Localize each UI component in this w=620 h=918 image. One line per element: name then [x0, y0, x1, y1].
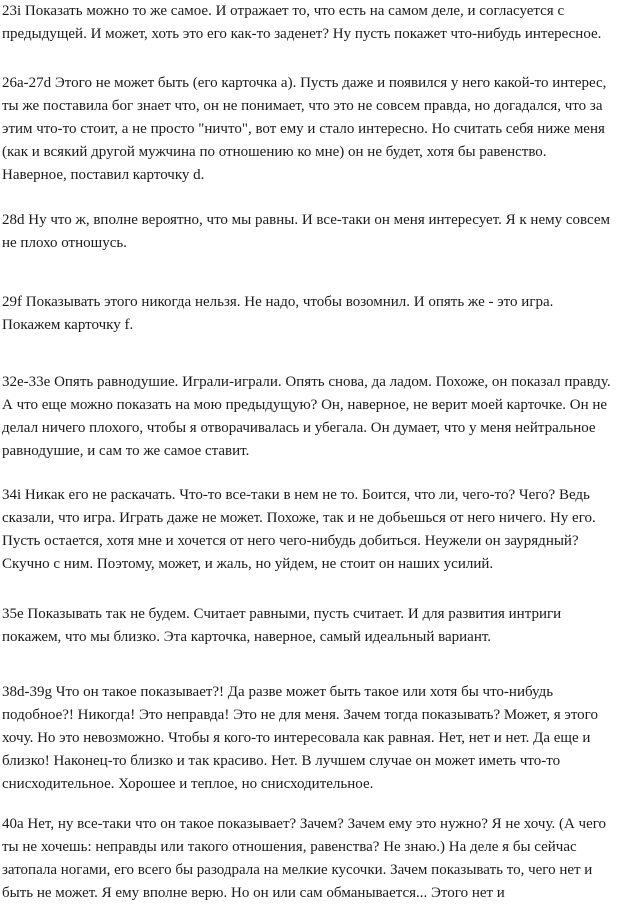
entry-32e-33e [2, 371, 614, 463]
entry-23i [2, 0, 614, 46]
entry-text: Этого не может быть (его карточка a). Пусть даже и появился у него какой-то интерес, ты же поставила бог знает что, он не понимает, что это не совсем правда, но догадался, что за этим что-то стоит, а не просто "ничто", вот ему и стало интересно. Но считать себя ниже меня (как и всякий другой мужчина по отношению ко мне) он не будет, хотя бы равенство. Наверное, поставил карточку d. [2, 75, 607, 183]
entry-label: 38d-39g [2, 684, 52, 700]
entry-29f [2, 291, 614, 337]
entry-text: Показать можно то же самое. И отражает то, что есть на самом деле, и согласуется с предыдущей. И может, хоть это его как-то заденет? Ну пусть покажет что-нибудь интересное. [2, 3, 602, 42]
entry-35e [2, 603, 614, 649]
entry-label: 34i [2, 487, 22, 503]
entry-label: 28d [2, 212, 25, 228]
entry-label: 29f [2, 294, 22, 310]
entry-text: Нет, ну все-таки что он такое показывает? Зачем? Зачем ему это нужно? Я не хочу. (А чего ты не хочешь: неправды или такого отношения, равенства? Не знаю.) На деле я бы сейчас затопала ногами, его всего бы разодрала на мелкие кусочки. Зачем показывать то, чего нет и быть не может. Я ему вполне верю. Но он или сам обманывается... Этого нет и [2, 816, 607, 901]
entry-text: Что он такое показывает?! Да разве может быть такое или хотя бы что-нибудь подобное?! Никогда! Это неправда! Это не для меня. Зачем тогда показывать? Может, я этого хочу. Но это невозможно. Чтобы я кого-то интересовала как равная. Нет, нет и нет. Да еще и близко! Наконец-то близко и так красиво. Нет. В лучшем случае он может иметь что-то снисходительное. Хорошее и теплое, но снисходительное. [2, 684, 598, 792]
entry-38d-39g [2, 681, 614, 796]
entry-text: Показывать так не будем. Считает равными, пусть считает. И для развития интриги покажем, что мы близко. Эта карточка, наверное, самый идеальный вариант. [2, 606, 562, 645]
entry-text: Никак его не раскачать. Что-то все-таки в нем не то. Боится, что ли, чего-то? Чего? Ведь сказали, что игра. Играть даже не может. Похоже, так и не добьешься от него ничего. Ну его. Пусть остается, хотя мне и хочется от него чего-нибудь добиться. Неужели он заурядный? Скучно с ним. Поэтому, может, и жаль, но уйдем, не стоит он наших усилий. [2, 487, 596, 572]
entry-label: 35e [2, 606, 24, 622]
entry-34i [2, 484, 614, 576]
entry-label: 23i [2, 3, 22, 19]
entry-text: Показывать этого никогда нельзя. Не надо, чтобы возомнил. И опять же - это игра. Покажем карточку f. [2, 294, 554, 333]
entry-text: Опять равнодушие. Играли-играли. Опять снова, да ладом. Похоже, он показал правду. А что еще можно показать на мою предыдущую? Он, наверное, не верит моей карточке. Он не делал ничего плохого, чтобы я отворачивалась и убегала. Он думает, что у меня нейтральное равнодушие, и сам то же самое ставит. [2, 374, 611, 459]
entry-label: 40a [2, 816, 24, 832]
entry-text: Ну что ж, вполне вероятно, что мы равны. И все-таки он меня интересует. Я к нему совсем не плохо отношусь. [2, 212, 610, 251]
entry-label: 26a-27d [2, 75, 52, 91]
entry-label: 32e-33e [2, 374, 51, 390]
entry-26a-27d [2, 72, 614, 187]
entry-28d [2, 209, 614, 255]
entry-40a [2, 813, 614, 905]
